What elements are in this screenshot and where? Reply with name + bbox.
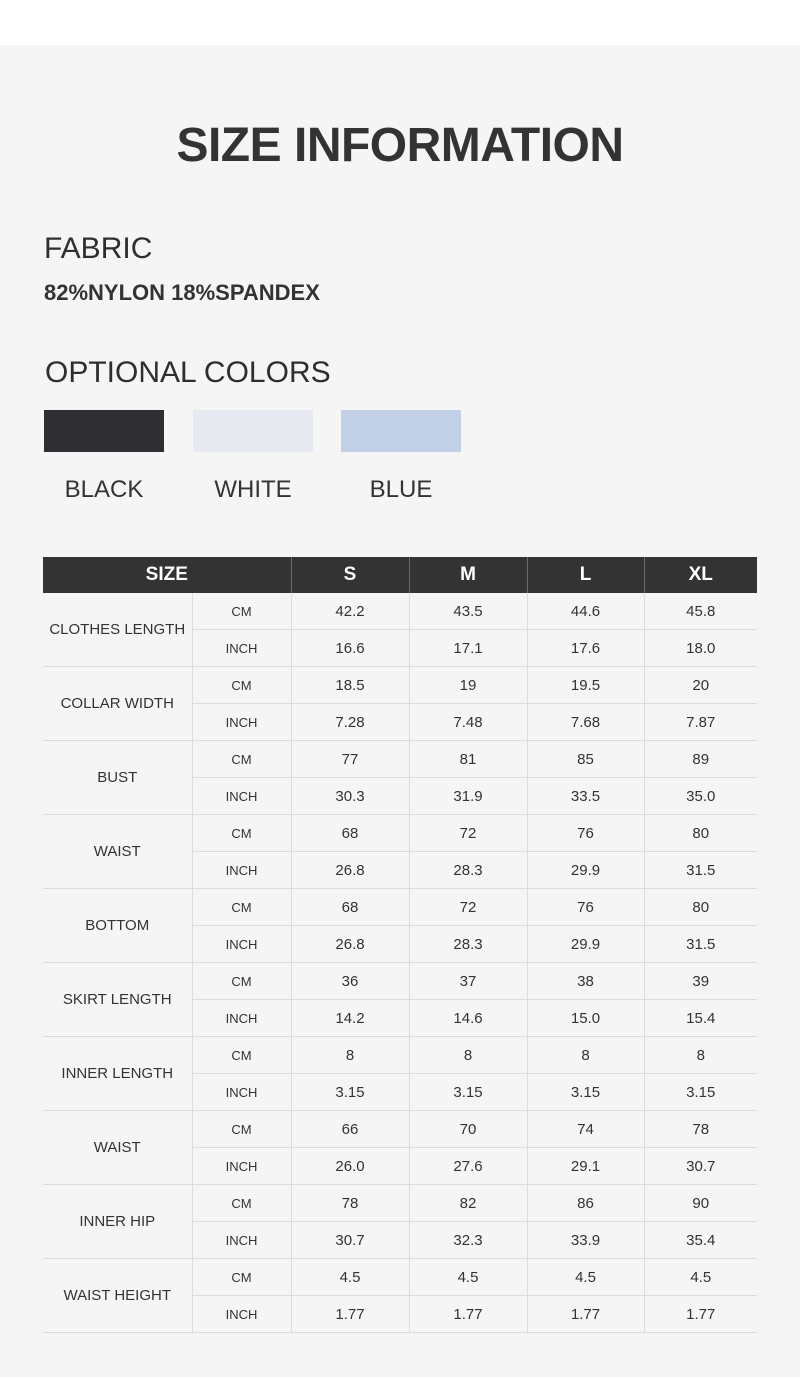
size-value-cell: 89	[644, 741, 757, 778]
size-value-cell: 31.5	[644, 852, 757, 889]
size-value-cell: 14.2	[291, 1000, 409, 1037]
unit-label: CM	[192, 963, 291, 1000]
color-label-blue: BLUE	[369, 476, 433, 503]
unit-label: CM	[192, 667, 291, 704]
size-value-cell: 32.3	[409, 1222, 527, 1259]
size-value-cell: 1.77	[527, 1296, 644, 1333]
size-value-cell: 30.7	[644, 1148, 757, 1185]
table-row	[43, 593, 757, 630]
size-value-cell: 76	[527, 815, 644, 852]
size-value-cell: 42.2	[291, 593, 409, 630]
unit-label: INCH	[192, 630, 291, 667]
size-value-cell: 31.9	[409, 778, 527, 815]
size-value-cell: 33.5	[527, 778, 644, 815]
unit-label: INCH	[192, 704, 291, 741]
unit-label: INCH	[192, 1296, 291, 1333]
size-value-cell: 31.5	[644, 926, 757, 963]
unit-label: CM	[192, 1037, 291, 1074]
unit-label: CM	[192, 593, 291, 630]
measurement-label: INNER LENGTH	[43, 1037, 192, 1111]
size-value-cell: 29.1	[527, 1148, 644, 1185]
optional-colors-heading: OPTIONAL COLORS	[45, 356, 331, 389]
color-label-black: BLACK	[64, 476, 144, 503]
size-value-cell: 15.4	[644, 1000, 757, 1037]
size-header-s: S	[291, 557, 409, 593]
size-value-cell: 68	[291, 815, 409, 852]
size-value-cell: 39	[644, 963, 757, 1000]
size-value-cell: 20	[644, 667, 757, 704]
size-value-cell: 8	[409, 1037, 527, 1074]
size-value-cell: 78	[644, 1111, 757, 1148]
size-value-cell: 78	[291, 1185, 409, 1222]
size-value-cell: 1.77	[291, 1296, 409, 1333]
size-value-cell: 27.6	[409, 1148, 527, 1185]
unit-label: INCH	[192, 1000, 291, 1037]
size-value-cell: 35.0	[644, 778, 757, 815]
table-row	[43, 815, 757, 852]
size-value-cell: 66	[291, 1111, 409, 1148]
measurement-label: BUST	[43, 741, 192, 815]
unit-label: INCH	[192, 926, 291, 963]
measurement-label: WAIST HEIGHT	[43, 1259, 192, 1333]
size-value-cell: 28.3	[409, 926, 527, 963]
size-value-cell: 7.68	[527, 704, 644, 741]
size-value-cell: 19	[409, 667, 527, 704]
unit-label: CM	[192, 1259, 291, 1296]
size-value-cell: 72	[409, 889, 527, 926]
fabric-composition: 82%NYLON 18%SPANDEX	[44, 280, 320, 305]
table-row	[43, 741, 757, 778]
table-row	[43, 889, 757, 926]
size-value-cell: 44.6	[527, 593, 644, 630]
size-value-cell: 19.5	[527, 667, 644, 704]
size-value-cell: 17.6	[527, 630, 644, 667]
size-value-cell: 26.8	[291, 926, 409, 963]
size-value-cell: 77	[291, 741, 409, 778]
size-value-cell: 68	[291, 889, 409, 926]
measurement-label: CLOTHES LENGTH	[43, 593, 192, 667]
table-row	[43, 667, 757, 704]
unit-label: INCH	[192, 778, 291, 815]
size-value-cell: 8	[527, 1037, 644, 1074]
size-value-cell: 82	[409, 1185, 527, 1222]
size-value-cell: 3.15	[409, 1074, 527, 1111]
size-value-cell: 18.0	[644, 630, 757, 667]
size-value-cell: 80	[644, 889, 757, 926]
table-row	[43, 963, 757, 1000]
size-value-cell: 8	[291, 1037, 409, 1074]
measurement-label: COLLAR WIDTH	[43, 667, 192, 741]
fabric-heading: FABRIC	[44, 232, 153, 265]
table-row	[43, 1185, 757, 1222]
unit-label: INCH	[192, 1222, 291, 1259]
table-row	[43, 1111, 757, 1148]
size-value-cell: 30.3	[291, 778, 409, 815]
size-value-cell: 4.5	[409, 1259, 527, 1296]
size-header-xl: XL	[644, 557, 757, 593]
unit-label: INCH	[192, 852, 291, 889]
size-value-cell: 36	[291, 963, 409, 1000]
size-table-body	[43, 593, 757, 1333]
size-value-cell: 81	[409, 741, 527, 778]
measurement-label: SKIRT LENGTH	[43, 963, 192, 1037]
size-value-cell: 7.87	[644, 704, 757, 741]
size-value-cell: 76	[527, 889, 644, 926]
size-value-cell: 74	[527, 1111, 644, 1148]
table-row	[43, 1259, 757, 1296]
size-value-cell: 80	[644, 815, 757, 852]
size-value-cell: 4.5	[644, 1259, 757, 1296]
size-value-cell: 16.6	[291, 630, 409, 667]
measurement-label: WAIST	[43, 1111, 192, 1185]
size-value-cell: 90	[644, 1185, 757, 1222]
measurement-label: BOTTOM	[43, 889, 192, 963]
size-value-cell: 29.9	[527, 852, 644, 889]
size-value-cell: 38	[527, 963, 644, 1000]
size-value-cell: 30.7	[291, 1222, 409, 1259]
size-value-cell: 28.3	[409, 852, 527, 889]
color-swatch-black[interactable]	[44, 410, 164, 452]
size-value-cell: 37	[409, 963, 527, 1000]
unit-label: CM	[192, 1111, 291, 1148]
size-value-cell: 14.6	[409, 1000, 527, 1037]
size-value-cell: 45.8	[644, 593, 757, 630]
size-value-cell: 33.9	[527, 1222, 644, 1259]
size-value-cell: 4.5	[527, 1259, 644, 1296]
size-value-cell: 26.8	[291, 852, 409, 889]
unit-label: INCH	[192, 1148, 291, 1185]
size-value-cell: 43.5	[409, 593, 527, 630]
size-value-cell: 70	[409, 1111, 527, 1148]
size-value-cell: 8	[644, 1037, 757, 1074]
page-title: SIZE INFORMATION	[176, 119, 624, 172]
size-value-cell: 3.15	[291, 1074, 409, 1111]
measurement-label: INNER HIP	[43, 1185, 192, 1259]
size-value-cell: 1.77	[644, 1296, 757, 1333]
size-value-cell: 86	[527, 1185, 644, 1222]
size-header-l: L	[527, 557, 644, 593]
size-value-cell: 7.28	[291, 704, 409, 741]
size-value-cell: 18.5	[291, 667, 409, 704]
size-value-cell: 29.9	[527, 926, 644, 963]
unit-label: CM	[192, 889, 291, 926]
size-value-cell: 3.15	[644, 1074, 757, 1111]
color-swatch-white[interactable]	[193, 410, 313, 452]
size-table	[43, 557, 757, 1333]
size-value-cell: 35.4	[644, 1222, 757, 1259]
unit-label: INCH	[192, 1074, 291, 1111]
size-value-cell: 7.48	[409, 704, 527, 741]
size-value-cell: 3.15	[527, 1074, 644, 1111]
unit-label: CM	[192, 741, 291, 778]
color-swatch-blue[interactable]	[341, 410, 461, 452]
size-value-cell: 17.1	[409, 630, 527, 667]
table-row	[43, 1037, 757, 1074]
size-value-cell: 4.5	[291, 1259, 409, 1296]
color-label-white: WHITE	[214, 476, 292, 503]
size-header-m: M	[409, 557, 527, 593]
size-value-cell: 26.0	[291, 1148, 409, 1185]
unit-label: CM	[192, 815, 291, 852]
size-value-cell: 15.0	[527, 1000, 644, 1037]
size-value-cell: 1.77	[409, 1296, 527, 1333]
size-value-cell: 85	[527, 741, 644, 778]
unit-label: CM	[192, 1185, 291, 1222]
measurement-label: WAIST	[43, 815, 192, 889]
size-value-cell: 72	[409, 815, 527, 852]
size-header: SIZE	[43, 557, 291, 593]
size-table-header	[43, 557, 757, 593]
